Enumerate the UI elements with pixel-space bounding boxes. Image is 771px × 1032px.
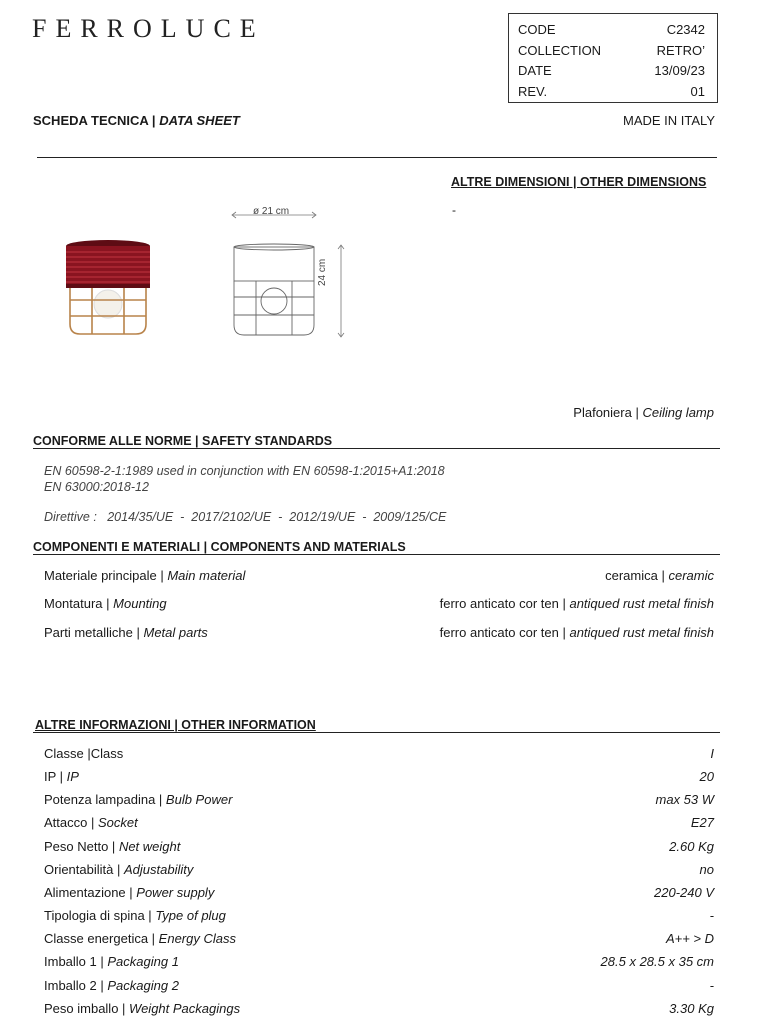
info-value: 28.5 x 28.5 x 35 cm [600,954,714,969]
header-divider [37,157,717,158]
component-value [440,596,714,611]
info-label [44,792,232,807]
info-label [44,769,79,784]
label-it: Peso imballo | [44,1001,126,1016]
info-value: 3.30 Kg [669,1001,714,1016]
value-en: antiqued rust metal finish [569,596,714,611]
label-en: Socket [97,815,138,830]
rev-value: 01 [690,84,705,99]
info-row [44,931,714,949]
sheet-title-en: DATA SHEET [159,113,240,128]
lamp-photo [62,238,154,338]
date-row [518,63,705,83]
info-row [44,978,714,996]
label-it: Materiale principale | [44,568,164,583]
other-info-title: ALTRE INFORMAZIONI | OTHER INFORMATION [35,718,316,732]
label-it: Peso Netto | [44,839,116,854]
product-type-it: Plafoniera | [573,405,639,420]
label-it: Alimentazione | [44,885,133,900]
label-en: Class [90,746,124,761]
info-row [44,769,714,787]
info-label [44,746,123,761]
standards-title: CONFORME ALLE NORME | SAFETY STANDARDS [33,434,333,448]
info-label [44,931,236,946]
other-dimensions-value: - [452,203,456,217]
technical-drawing [220,205,350,345]
made-in-italy: MADE IN ITALY [623,113,715,128]
info-value: max 53 W [655,792,714,807]
product-type [573,405,714,420]
info-row [44,954,714,972]
label-it: Montatura | [44,596,110,611]
product-type-en: Ceiling lamp [642,405,714,420]
component-value [605,568,714,583]
component-row [44,568,714,586]
info-value: E27 [690,815,714,830]
code-value: C2342 [666,22,705,37]
info-label [44,1001,240,1016]
info-label [44,954,179,969]
label-it: Imballo 1 | [44,954,104,969]
rev-row [518,84,705,104]
label-it: Classe energetica | [44,931,156,946]
info-row [44,885,714,903]
collection-value: RETRO’ [656,43,705,58]
label-it: Attacco | [44,815,95,830]
component-row [44,596,714,614]
value-it: ferro anticato cor ten | [439,596,566,611]
info-value: 2.60 Kg [669,839,714,854]
info-value: I [710,746,714,761]
height-label: 24 cm [317,258,328,286]
rev-label: REV. [518,84,548,99]
components-divider [33,554,720,555]
diameter-label: ø 21 cm [253,206,290,217]
label-en: Mounting [113,596,167,611]
info-row [44,908,714,926]
info-label [44,815,138,830]
info-row [44,862,714,880]
info-label [44,978,179,993]
component-label [44,625,208,640]
info-row [44,839,714,857]
value-it: ferro anticato cor ten | [439,625,566,640]
label-en: Energy Class [158,931,236,946]
label-en: Power supply [136,885,215,900]
info-row [44,746,714,764]
info-row [44,1001,714,1019]
label-en: Main material [167,568,246,583]
info-value: 220-240 V [654,885,714,900]
standards-line-1: EN 60598-2-1:1989 used in conjunction with EN 60598-1:2015+A1:2018 [44,464,445,478]
info-value: - [709,908,714,923]
component-value [440,625,714,640]
label-en: Weight Packagings [129,1001,241,1016]
component-row [44,625,714,643]
directives: Direttive : 2014/35/UE - 2017/2102/UE - 2012/19/UE - 2009/125/CE [44,510,447,524]
info-value: 20 [699,769,714,784]
value-en: antiqued rust metal finish [569,625,714,640]
info-label [44,908,226,923]
data-sheet-title [33,113,240,128]
label-en: Type of plug [155,908,226,923]
label-en: Packaging 1 [107,954,179,969]
sheet-title-it: SCHEDA TECNICA | [33,113,156,128]
collection-row [518,43,705,63]
standards-divider [33,448,720,449]
label-en: Net weight [118,839,181,854]
components-title: COMPONENTI E MATERIALI | COMPONENTS AND MATERIALS [33,540,406,554]
label-en: IP [66,769,79,784]
label-it: IP | [44,769,64,784]
value-it: ceramica | [605,568,665,583]
info-row [44,815,714,833]
standards-line-2: EN 63000:2018-12 [44,480,149,494]
code-info-box [508,13,718,103]
other-info-divider [33,732,720,733]
info-value: no [699,862,714,877]
label-it: Parti metalliche | [44,625,140,640]
label-it: Classe | [44,746,91,761]
other-dimensions-title: ALTRE DIMENSIONI | OTHER DIMENSIONS [451,175,707,189]
info-label [44,885,214,900]
component-label [44,568,245,583]
code-label: CODE [518,22,556,37]
collection-label: COLLECTION [518,43,602,58]
label-en: Adjustability [123,862,194,877]
info-label [44,839,180,854]
code-row [518,22,705,42]
date-value: 13/09/23 [654,63,705,78]
component-label [44,596,167,611]
label-en: Metal parts [143,625,208,640]
label-it: Tipologia di spina | [44,908,152,923]
info-value: - [709,978,714,993]
label-it: Orientabilità | [44,862,121,877]
value-en: ceramic [668,568,714,583]
brand-logo: FERROLUCE [32,14,265,43]
label-en: Packaging 2 [107,978,179,993]
label-it: Imballo 2 | [44,978,104,993]
info-row [44,792,714,810]
label-it: Potenza lampadina | [44,792,163,807]
label-en: Bulb Power [165,792,233,807]
info-label [44,862,193,877]
date-label: DATE [518,63,552,78]
info-value: A++ > D [665,931,714,946]
